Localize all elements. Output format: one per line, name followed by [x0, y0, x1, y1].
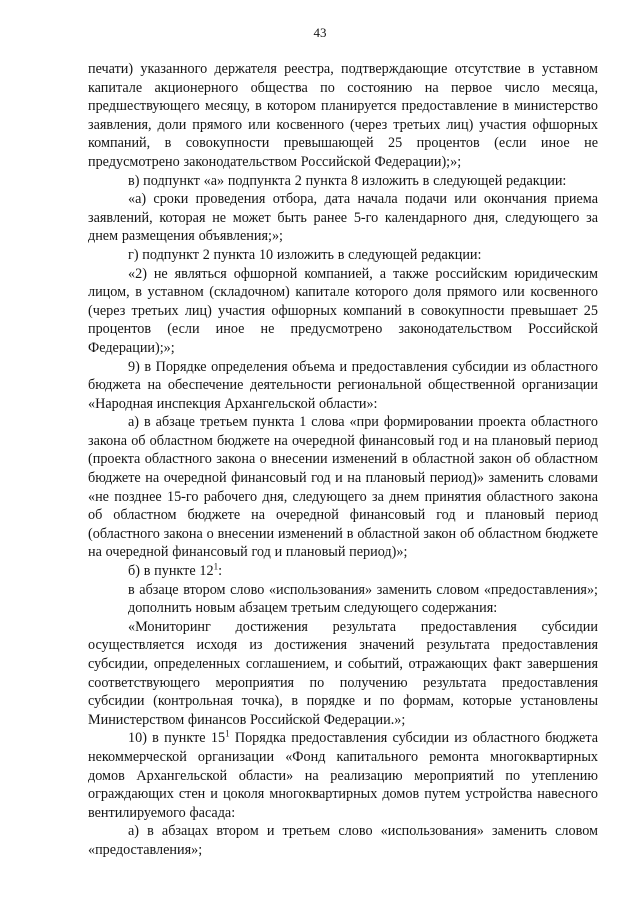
superscript: 1	[225, 728, 230, 739]
paragraph-quote-monitoring: «Мониторинг достижения результата предоставления субсидии осуществляется исходя из достижения значений результата предоставления субсидии, определенных соглашением, и событий, отражающих факт завершения соответствующего мероприятия по получению результата предоставления субсидии (контрольная точка), в порядке и по формам, которые установлены Министерством финансов Российской Федерации.»;	[88, 618, 598, 728]
superscript: 1	[213, 561, 219, 572]
page-number: 43	[313, 25, 327, 40]
paragraph-item-9b	[88, 562, 598, 581]
paragraph-item-10	[88, 729, 598, 822]
paragraph-item-g: г) подпункт 2 пункта 10 изложить в следующей редакции:	[128, 246, 482, 263]
paragraph-item-9b-tail: :	[218, 563, 223, 580]
paragraph-item-10-tail: Порядка предоставления субсидии из областного бюджета некоммерческой организации «Фонд капитального ремонта многоквартирных домов Архангельской области» на реализацию мероприятий по утеплению ограждающих стен и цоколя многоквартирных домов путем устройства навесного вентилируемого фасада:	[88, 730, 598, 821]
paragraph-continuation: печати) указанного держателя реестра, подтверждающие отсутствие в уставном капитале акционерного общества по состоянию на первое число месяца, предшествующего месяцу, в котором планируется предоставление в министерство заявления, доли прямого или косвенного (через третьих лиц) участия офшорных компаний, в совокупности превышающей 25 процентов (если иное не предусмотрено законодательством Российской Федерации);»;	[88, 61, 598, 170]
paragraph-item-10-text: 10) в пункте 15	[128, 730, 226, 747]
paragraph-item-9a: а) в абзаце третьем пункта 1 слова «при формировании проекта областного закона об областном бюджете на очередной финансовый год и на плановый период (проекта областного закона о внесении изменений в областной закон об областном бюджете на очередной финансовый год и на плановый период)» заменить словами «не позднее 15-го рабочего дня, следующего за днем принятия областного закона об областном бюджете на очередной финансовый год и плановый период (областного закона о внесении изменений в областной закон об областном бюджете на очередной финансовый год и плановый период)»;	[88, 414, 598, 561]
paragraph-second-abzac: в абзаце втором слово «использования» заменить словом «предоставления»;	[128, 581, 598, 598]
document-body	[88, 60, 598, 860]
paragraph-item-9: 9) в Порядке определения объема и предоставления субсидии из областного бюджета на обеспечение деятельности региональной общественной организации «Народная инспекция Архангельской области»:	[88, 358, 598, 412]
paragraph-item-v: в) подпункт «а» подпункта 2 пункта 8 изложить в следующей редакции:	[128, 172, 567, 189]
paragraph-quote-a: «а) сроки проведения отбора, дата начала подачи или окончания приема заявлений, которая не может быть ранее 5-го календарного дня, следующего за днем размещения объявления;»;	[88, 191, 598, 245]
paragraph-item-9b-text: б) в пункте 12	[128, 563, 214, 580]
paragraph-add-abzac: дополнить новым абзацем третьим следующего содержания:	[128, 600, 498, 617]
paragraph-item-10a: а) в абзацах втором и третьем слово «использования» заменить словом «предоставления»;	[88, 823, 598, 858]
paragraph-quote-2: «2) не являться офшорной компанией, а также российским юридическим лицом, в уставном (складочном) капитале которого доля прямого или косвенного (через третьих лиц) участия офшорных компаний в совокупности превышает 25 процентов (если иное не предусмотрено законодательством Российской Федерации);»;	[88, 265, 598, 356]
